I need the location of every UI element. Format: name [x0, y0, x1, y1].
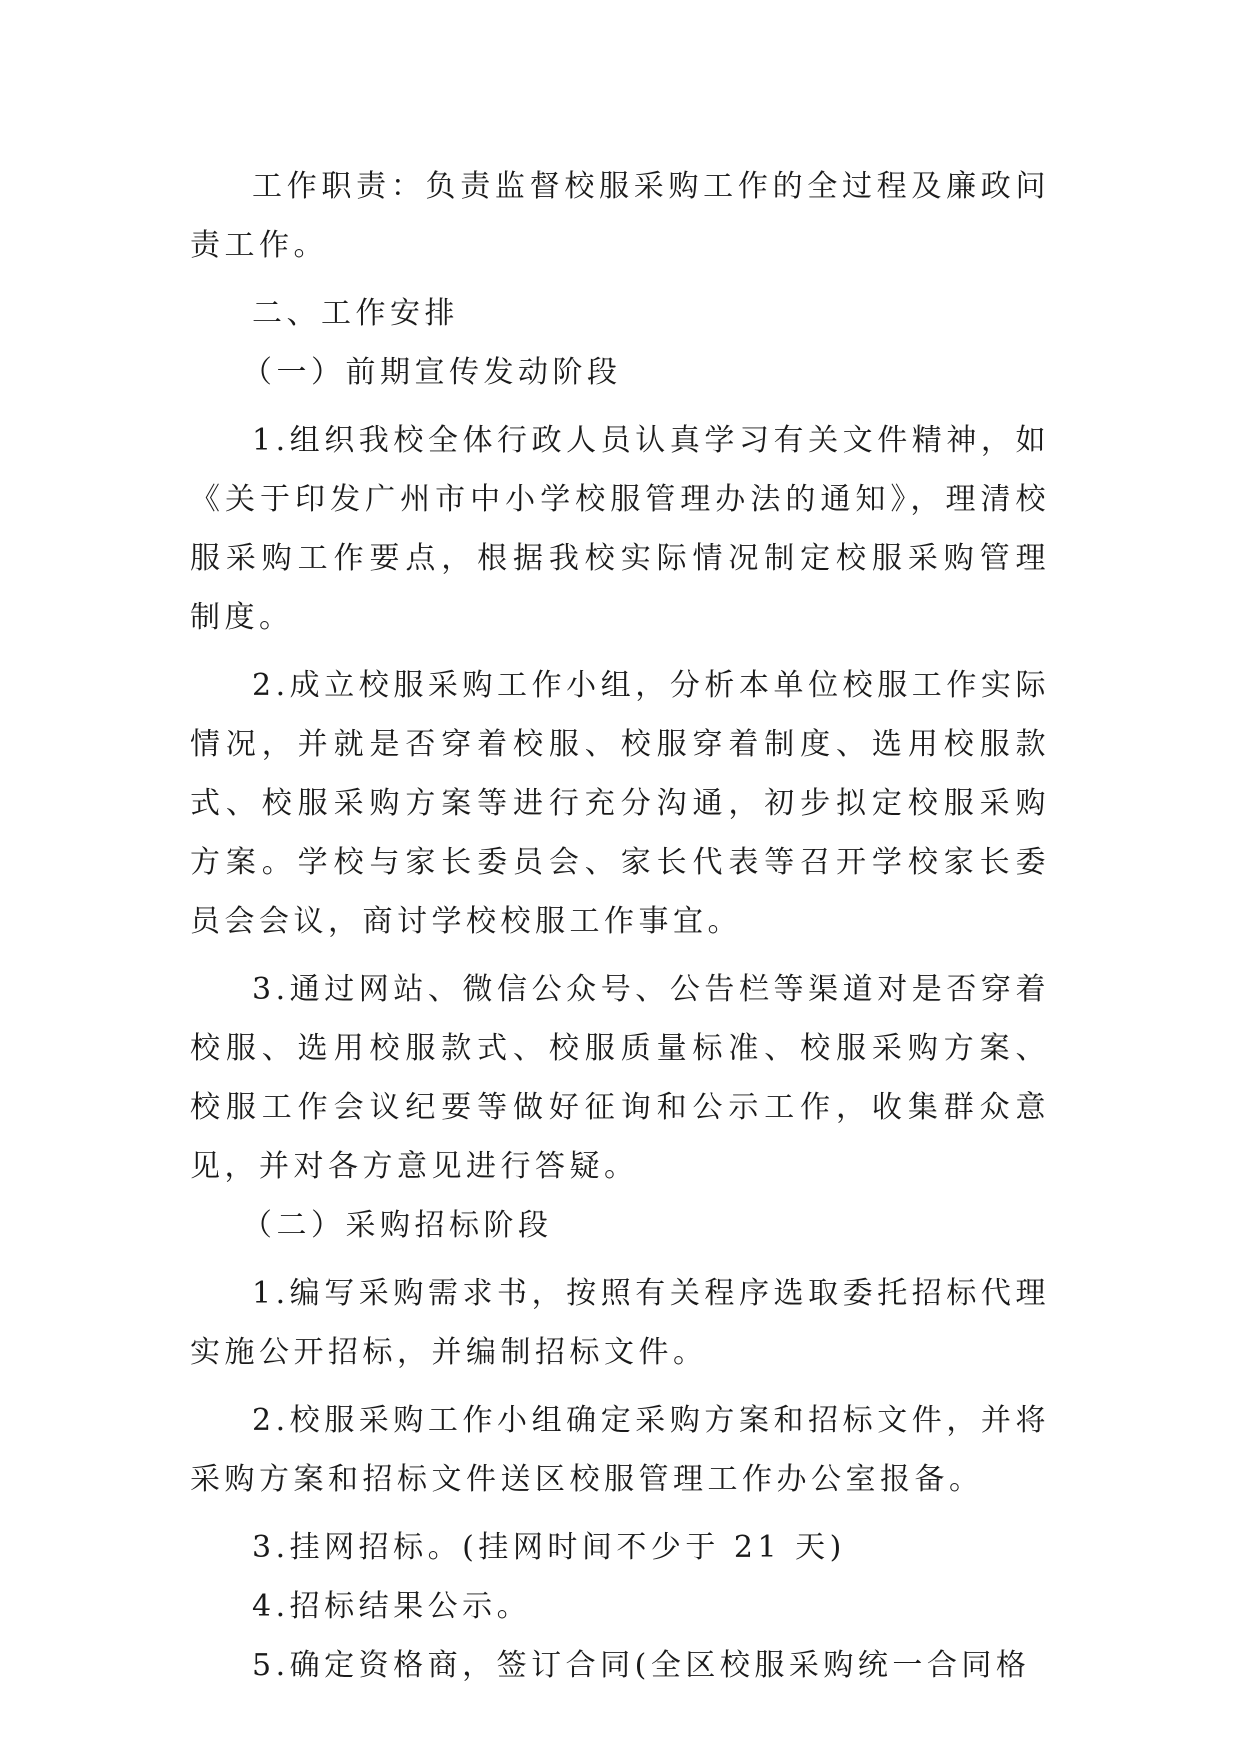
paragraph-publicity-2: 2.成立校服采购工作小组，分析本单位校服工作实际情况，并就是否穿着校服、校服穿着制度、选用校服款式、校服采购方案等进行充分沟通，初步拟定校服采购方案。学校与家长委员会、家长代表等召开学校家长委员会会议，商讨学校校服工作事宜。 — [190, 668, 1050, 939]
duty-paragraph: 工作职责：负责监督校服采购工作的全过程及廉政问责工作。 — [190, 169, 1050, 263]
document-body — [190, 157, 1050, 1695]
phase-heading-publicity: （一）前期宣传发动阶段 — [242, 355, 622, 390]
paragraph-publicity-1: 1.组织我校全体行政人员认真学习有关文件精神，如《关于印发广州市中小学校服管理办法的通知》，理清校服采购工作要点，根据我校实际情况制定校服采购管理制度。 — [190, 423, 1050, 635]
phase-heading-tendering: （二）采购招标阶段 — [242, 1208, 553, 1243]
section-heading-work-arrangement: 二、工作安排 — [252, 296, 459, 331]
paragraph-tendering-4: 4.招标结果公示。 — [252, 1589, 532, 1624]
paragraph-tendering-3: 3.挂网招标。(挂网时间不少于 21 天) — [252, 1530, 846, 1565]
paragraph-tendering-2: 2.校服采购工作小组确定采购方案和招标文件，并将采购方案和招标文件送区校服管理工作办公室报备。 — [190, 1403, 1050, 1497]
paragraph-tendering-5: 5.确定资格商，签订合同(全区校服采购统一合同格 — [252, 1648, 1031, 1683]
paragraph-publicity-3: 3.通过网站、微信公众号、公告栏等渠道对是否穿着校服、选用校服款式、校服质量标准、校服采购方案、校服工作会议纪要等做好征询和公示工作，收集群众意见，并对各方意见进行答疑。 — [190, 972, 1050, 1184]
paragraph-tendering-1: 1.编写采购需求书，按照有关程序选取委托招标代理实施公开招标，并编制招标文件。 — [190, 1276, 1050, 1370]
